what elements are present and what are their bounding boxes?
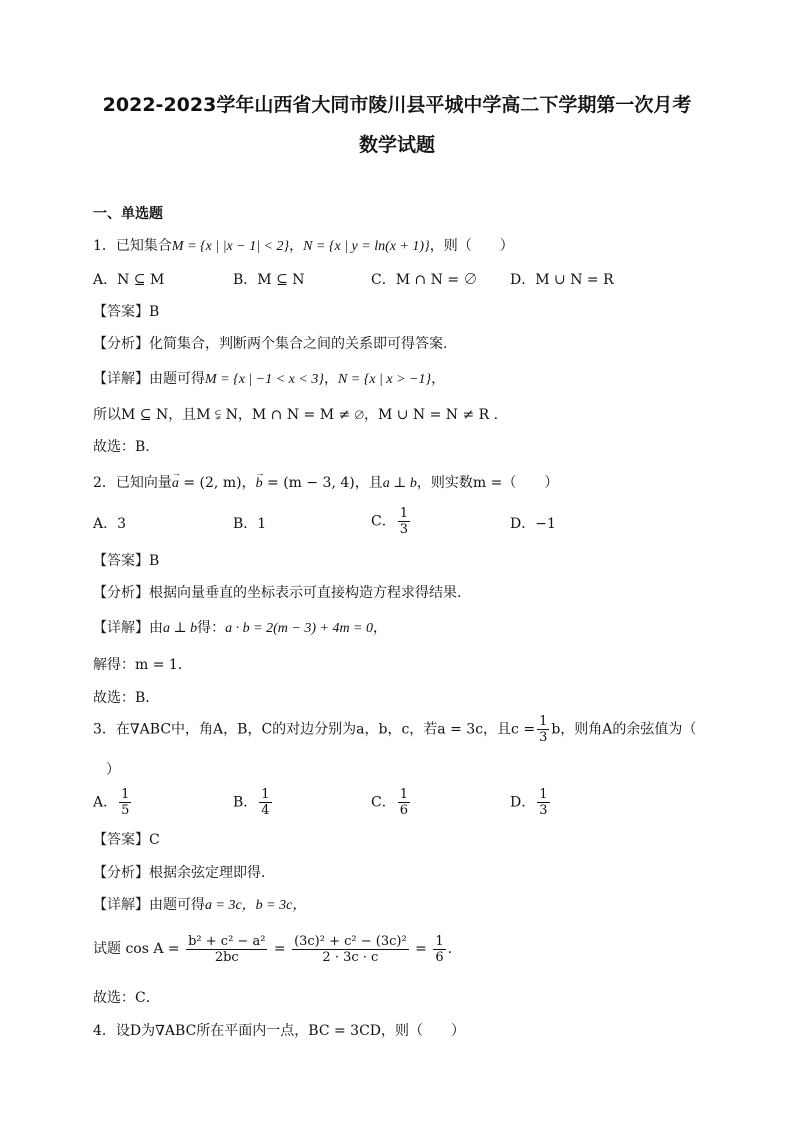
q1-option-b: B．M ⊆ N (233, 272, 305, 288)
fraction-denominator: 6 (399, 803, 408, 818)
q3-option-c-label: C． (371, 794, 396, 811)
q1-analysis-text: 化简集合，判断两个集合之间的关系即可得答案. (149, 336, 448, 352)
question-2-prefix: 2．已知向量 (93, 475, 172, 491)
answer-tag: 【答案】 (93, 832, 149, 848)
question-1-prefix: 1．已知集合 (93, 238, 172, 254)
question-1-sep: ， (289, 238, 304, 254)
fraction-numerator: 1 (261, 787, 270, 802)
fraction-numerator: (3c)² + c² − (3c)² (294, 933, 407, 949)
q3-option-a (93, 787, 133, 818)
fraction-denominator: 6 (435, 949, 444, 965)
question-1 (93, 236, 514, 257)
detail-tag: 【详解】 (93, 897, 149, 913)
question-2 (93, 473, 558, 494)
analysis-tag: 【分析】 (93, 865, 149, 881)
set-n: N = {x | y = ln(x + 1)} (303, 239, 430, 254)
question-2-suffix: ，则实数m =（ ） (416, 475, 559, 491)
q2-option-c-fraction (398, 506, 410, 537)
q2-solve: 解得：m = 1. (93, 657, 183, 673)
q3-option-a-fraction (119, 787, 131, 818)
q2-detail (93, 618, 387, 639)
detail-tag: 【详解】 (93, 371, 149, 387)
q3-fraction (537, 714, 549, 745)
fraction-denominator: 5 (121, 803, 130, 818)
q3-calc-prefix: 试题 cos A = (93, 941, 180, 957)
q3-option-c (371, 787, 412, 818)
q1-option-a: A．N ⊆ M (93, 272, 165, 288)
fraction-numerator: 1 (435, 933, 444, 949)
q1-detail (93, 369, 445, 390)
detail-tag: 【详解】 (93, 620, 149, 636)
q3-analysis (93, 863, 275, 883)
fraction-denominator: 3 (539, 803, 548, 818)
q3-calc-end: . (447, 941, 453, 957)
q3-answer (93, 830, 160, 850)
fraction-denominator: 2 · 3c · c (322, 949, 379, 965)
fraction-denominator: 3 (539, 730, 548, 745)
fraction-denominator: 3 (399, 522, 408, 537)
question-3-text-b: b，则角A的余弦值为（ (551, 721, 697, 738)
q1-detail-end: ， (431, 371, 446, 387)
vector-b: → b (256, 474, 263, 494)
vector-b-value: = (m − 3, 4)，且 (262, 475, 383, 491)
answer-tag: 【答案】 (93, 553, 149, 569)
q3-option-c-fraction (398, 787, 410, 818)
answer-tag: 【答案】 (93, 304, 149, 320)
q2-conclusion: 故选：B. (93, 690, 150, 706)
fraction-numerator: 1 (399, 506, 408, 521)
section-heading: 一、单选题 (93, 206, 163, 222)
perp-condition: a ⊥ b (382, 476, 417, 491)
q3-option-b-fraction (259, 787, 271, 818)
q1-detail-line2: 所以M ⊆ N，且M ⫋ N，M ∩ N = M ≠ ∅，M ∪ N = N ≠ R . (93, 407, 499, 423)
question-3 (93, 714, 696, 745)
question-3-text-a: 3．在∇ABC中，角A，B，C的对边分别为a，b，c，若a = 3c，且c = (93, 721, 536, 738)
fraction-denominator: 4 (261, 803, 270, 818)
fraction-numerator: 1 (399, 787, 408, 802)
q1-answer-value: B (149, 304, 160, 320)
q1-option-d: D．M ∪ N = R (510, 272, 614, 288)
question-1-suffix: ，则（ ） (429, 238, 514, 254)
q3-option-d-label: D． (510, 794, 536, 811)
q1-conclusion: 故选：B. (93, 439, 150, 455)
q2-option-b: B．1 (233, 516, 267, 532)
question-3-line2: ） (106, 762, 120, 778)
q2-detail-perp: a ⊥ b (163, 621, 198, 636)
fraction-numerator: b² + c² − a² (188, 933, 266, 949)
q2-detail-prefix: 由 (149, 620, 163, 636)
q3-calc-fraction-3 (433, 934, 445, 965)
q2-analysis-text: 根据向量垂直的坐标表示可直接构造方程求得结果. (149, 585, 462, 601)
q3-detail (93, 895, 306, 916)
q3-option-d (510, 787, 552, 818)
q3-detail-values: a = 3c，b = 3c， (205, 898, 307, 913)
q2-option-d: D．−1 (510, 516, 556, 532)
q3-option-b (233, 787, 274, 818)
q2-option-a: A．3 (93, 516, 127, 532)
q1-detail-n: N = {x | x > −1} (337, 372, 432, 387)
document-subtitle: 数学试题 (358, 134, 435, 156)
fraction-denominator: 2bc (214, 949, 239, 965)
question-4: 4．设D为∇ABC所在平面内一点，BC = 3CD，则（ ） (93, 1023, 466, 1039)
q3-option-d-fraction (537, 787, 549, 818)
q3-calculation (93, 933, 452, 965)
q2-option-c (371, 506, 412, 537)
q2-option-c-label: C． (371, 513, 396, 530)
q1-detail-sep: ， (323, 371, 338, 387)
analysis-tag: 【分析】 (93, 336, 149, 352)
q2-detail-eq: a · b = 2(m − 3) + 4m = 0 (225, 621, 374, 636)
q3-answer-value: C (149, 832, 160, 848)
q1-detail-prefix: 由题可得 (149, 371, 205, 387)
q2-detail-mid: 得： (197, 620, 226, 636)
q2-answer-value: B (149, 553, 160, 569)
q1-option-c: C．M ∩ N = ∅ (371, 272, 478, 288)
q3-conclusion: 故选：C． (93, 990, 160, 1006)
q3-option-b-label: B． (233, 794, 258, 811)
fraction-numerator: 1 (121, 787, 130, 802)
q2-detail-end: ， (373, 620, 388, 636)
q2-answer (93, 551, 159, 571)
equals-sign: = (273, 941, 286, 957)
q3-calc-fraction-1 (186, 934, 267, 965)
equals-sign: = (415, 941, 427, 957)
q3-option-a-label: A． (93, 794, 118, 811)
fraction-numerator: 1 (539, 787, 548, 802)
vector-a-value: = (2, m)， (178, 475, 256, 491)
q3-calc-fraction-2 (292, 934, 409, 965)
q3-analysis-text: 根据余弦定理即得． (149, 865, 275, 881)
analysis-tag: 【分析】 (93, 585, 149, 601)
q1-detail-m: M = {x | −1 < x < 3} (205, 372, 324, 387)
q1-analysis (93, 334, 447, 354)
vector-a: → a (172, 474, 179, 494)
q2-analysis (93, 583, 461, 603)
q1-answer (93, 302, 159, 322)
set-m: M = {x | |x − 1| < 2} (171, 239, 290, 254)
q3-detail-prefix: 由题可得 (149, 897, 205, 913)
fraction-numerator: 1 (539, 714, 548, 729)
document-title: 2022-2023学年山西省大同市陵川县平城中学高二下学期第一次月考 (102, 94, 692, 116)
